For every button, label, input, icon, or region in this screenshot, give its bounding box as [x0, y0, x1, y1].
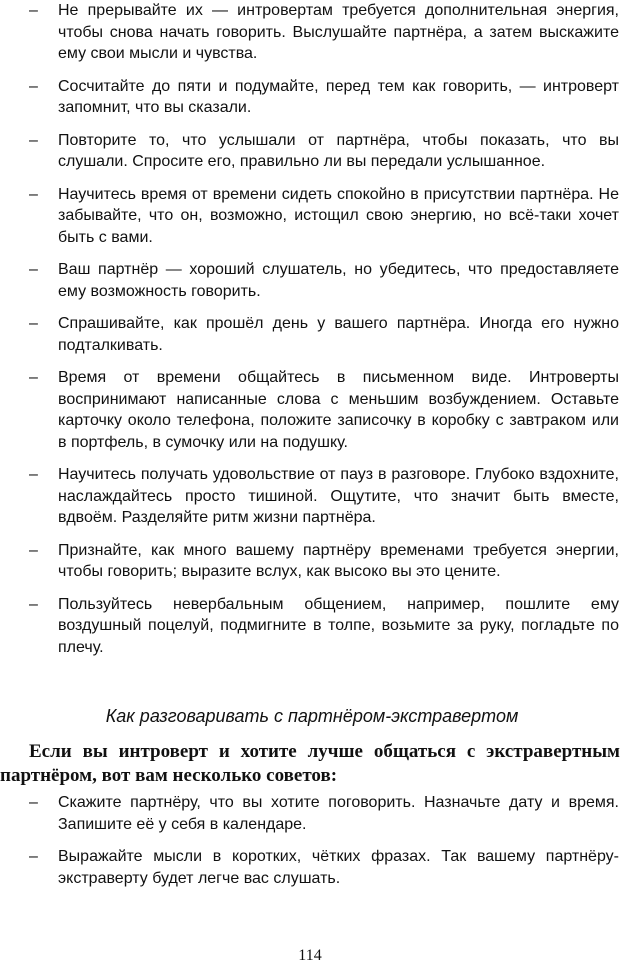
section-subheading: Как разговаривать с партнёром-экстравертом [105, 706, 519, 726]
list-item-text: Скажите партнёру, что вы хотите поговорить. Назначьте дату и время. Запишите её у себя в календаре. [58, 794, 619, 833]
list-item [0, 594, 620, 659]
list-item-text: Время от времени общайтесь в письменном виде. Интроверты воспринимают написанные слова с меньшим возбуждением. Оставьте карточку около телефона, положите записочку в коробку с завтраком или в портфель, в сумочку или на подушку. [58, 369, 619, 451]
list-item-text: Научитесь получать удовольствие от пауз в разговоре. Глубоко вздохните, наслаждайтесь просто тишиной. Ощутите, что значит быть вместе, вдвоём. Разделяйте ритм жизни партнёра. [58, 466, 619, 526]
list-item [0, 184, 620, 249]
list-item [0, 313, 620, 356]
dash-marker: – [29, 131, 38, 149]
tips-list-extravert-partner [0, 792, 620, 900]
dash-marker: – [29, 2, 38, 19]
dash-marker: – [29, 315, 38, 332]
list-item [0, 76, 620, 119]
list-item [0, 367, 620, 453]
list-item-text: Признайте, как много вашему партнёру временами требуется энергии, чтобы говорить; выразите вслух, как высоко вы это цените. [58, 541, 619, 580]
list-item-text: Сосчитайте до пяти и подумайте, перед тем как говорить, — интроверт запомнит, что вы сказали. [58, 77, 619, 116]
list-item-text: Пользуйтесь невербальным общением, например, пошлите ему воздушный поцелуй, подмигните в толпе, возьмите за руку, погладьте по плечу. [58, 595, 619, 656]
list-item [0, 259, 620, 302]
list-item [0, 846, 620, 889]
list-item-text: Спрашивайте, как прошёл день у вашего партнёра. Иногда его нужно подталкивать. [58, 315, 619, 354]
list-item [0, 0, 620, 65]
dash-marker: – [29, 261, 38, 278]
dash-marker: – [29, 541, 38, 559]
list-item [0, 792, 620, 835]
dash-marker: – [29, 848, 38, 865]
list-item-text: Повторите то, что услышали от партнёра, чтобы показать, что вы слушали. Спросите его, правильно ли вы передали услышанное. [58, 131, 619, 170]
list-item-text: Не прерывайте их — интровертам требуется дополнительная энергия, чтобы снова начать говорить. Выслушайте партнёра, а затем выскажите ему свои мысли и чувства. [58, 2, 619, 62]
dash-marker: – [29, 369, 38, 386]
list-item [0, 540, 620, 583]
page-number: 114 [298, 947, 322, 964]
dash-marker: – [29, 466, 38, 483]
list-item [0, 130, 620, 173]
dash-marker: – [29, 77, 38, 95]
list-item-text: Научитесь время от времени сидеть спокойно в присутствии партнёра. Не забывайте, что он, возможно, истощил свою энергию, но всё-таки хочет быть с вами. [58, 185, 619, 246]
dash-marker: – [29, 185, 38, 203]
list-item-text: Ваш партнёр — хороший слушатель, но убедитесь, что предоставляете ему возможность говорить. [58, 261, 619, 300]
dash-marker: – [29, 794, 38, 811]
dash-marker: – [29, 595, 38, 613]
list-item-text: Выражайте мысли в коротких, чётких фразах. Так вашему партнёру-экстраверту будет легче вас слушать. [58, 848, 619, 887]
list-item [0, 464, 620, 529]
section-intro: Если вы интроверт и хотите лучше общаться с экстравертным партнёром, вот вам несколько советов: [0, 741, 620, 786]
